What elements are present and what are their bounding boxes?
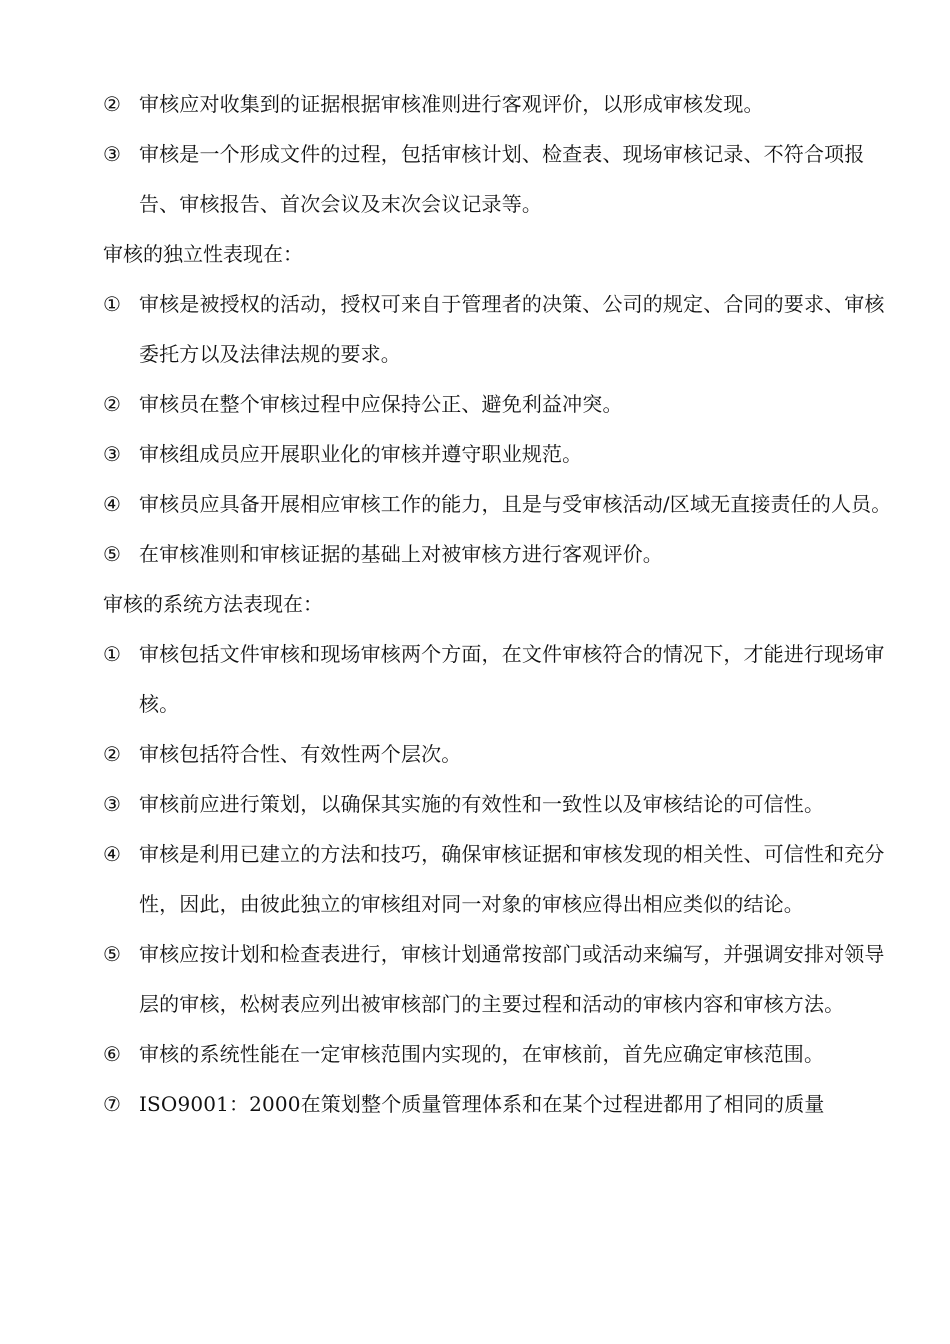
item-number: ⑤ (103, 942, 121, 966)
item-number: ⑤ (103, 542, 121, 566)
item-number: ② (103, 742, 121, 766)
item-text: 审核员应具备开展相应审核工作的能力，且是与受审核活动/区域无直接责任的人员。 (139, 492, 892, 516)
list-item (103, 79, 893, 129)
item-number: ④ (103, 492, 121, 516)
list-item (103, 479, 893, 529)
item-text: 审核包括符合性、有效性两个层次。 (139, 742, 462, 766)
item-text: 审核应按计划和检查表进行，审核计划通常按部门或活动来编写，并强调安排对领导层的审核，松树表应列出被审核部门的主要过程和活动的审核内容和审核方法。 (139, 942, 885, 1016)
list-item (103, 129, 893, 229)
list-item (103, 929, 893, 1029)
list-item (103, 1079, 893, 1129)
item-text: 审核是利用已建立的方法和技巧，确保审核证据和审核发现的相关性、可信性和充分性，因此，由彼此独立的审核组对同一对象的审核应得出相应类似的结论。 (139, 842, 885, 916)
item-text: 审核前应进行策划，以确保其实施的有效性和一致性以及审核结论的可信性。 (139, 792, 825, 816)
item-number: ② (103, 392, 121, 416)
item-text: 审核的系统性能在一定审核范围内实现的，在审核前，首先应确定审核范围。 (139, 1042, 825, 1066)
list-item (103, 729, 893, 779)
list-item (103, 829, 893, 929)
item-text: ISO9001：2000在策划整个质量管理体系和在某个过程进都用了相同的质量 (139, 1092, 825, 1116)
document-body (103, 79, 893, 1129)
list-item (103, 779, 893, 829)
item-text: 审核是一个形成文件的过程，包括审核计划、检查表、现场审核记录、不符合项报告、审核报告、首次会议及末次会议记录等。 (139, 142, 865, 216)
item-text: 审核是被授权的活动，授权可来自于管理者的决策、公司的规定、合同的要求、审核委托方以及法律法规的要求。 (139, 292, 885, 366)
item-number: ⑥ (103, 1042, 121, 1066)
list-item (103, 429, 893, 479)
section-heading-independence: 审核的独立性表现在： (103, 242, 303, 266)
item-number: ② (103, 92, 121, 116)
item-number: ③ (103, 792, 121, 816)
item-number: ① (103, 642, 121, 666)
list-item (103, 529, 893, 579)
item-number: ① (103, 292, 121, 316)
section-heading-systematic-method: 审核的系统方法表现在： (103, 592, 323, 616)
item-text: 审核包括文件审核和现场审核两个方面，在文件审核符合的情况下，才能进行现场审核。 (139, 642, 885, 716)
list-item (103, 629, 893, 729)
item-number: ③ (103, 142, 121, 166)
item-text: 审核组成员应开展职业化的审核并遵守职业规范。 (139, 442, 583, 466)
item-text: 审核员在整个审核过程中应保持公正、避免利益冲突。 (139, 392, 623, 416)
item-number: ⑦ (103, 1092, 121, 1116)
list-item (103, 279, 893, 379)
list-item (103, 1029, 893, 1079)
item-text: 审核应对收集到的证据根据审核准则进行客观评价，以形成审核发现。 (139, 92, 764, 116)
list-item (103, 379, 893, 429)
item-number: ④ (103, 842, 121, 866)
item-text: 在审核准则和审核证据的基础上对被审核方进行客观评价。 (139, 542, 663, 566)
item-number: ③ (103, 442, 121, 466)
